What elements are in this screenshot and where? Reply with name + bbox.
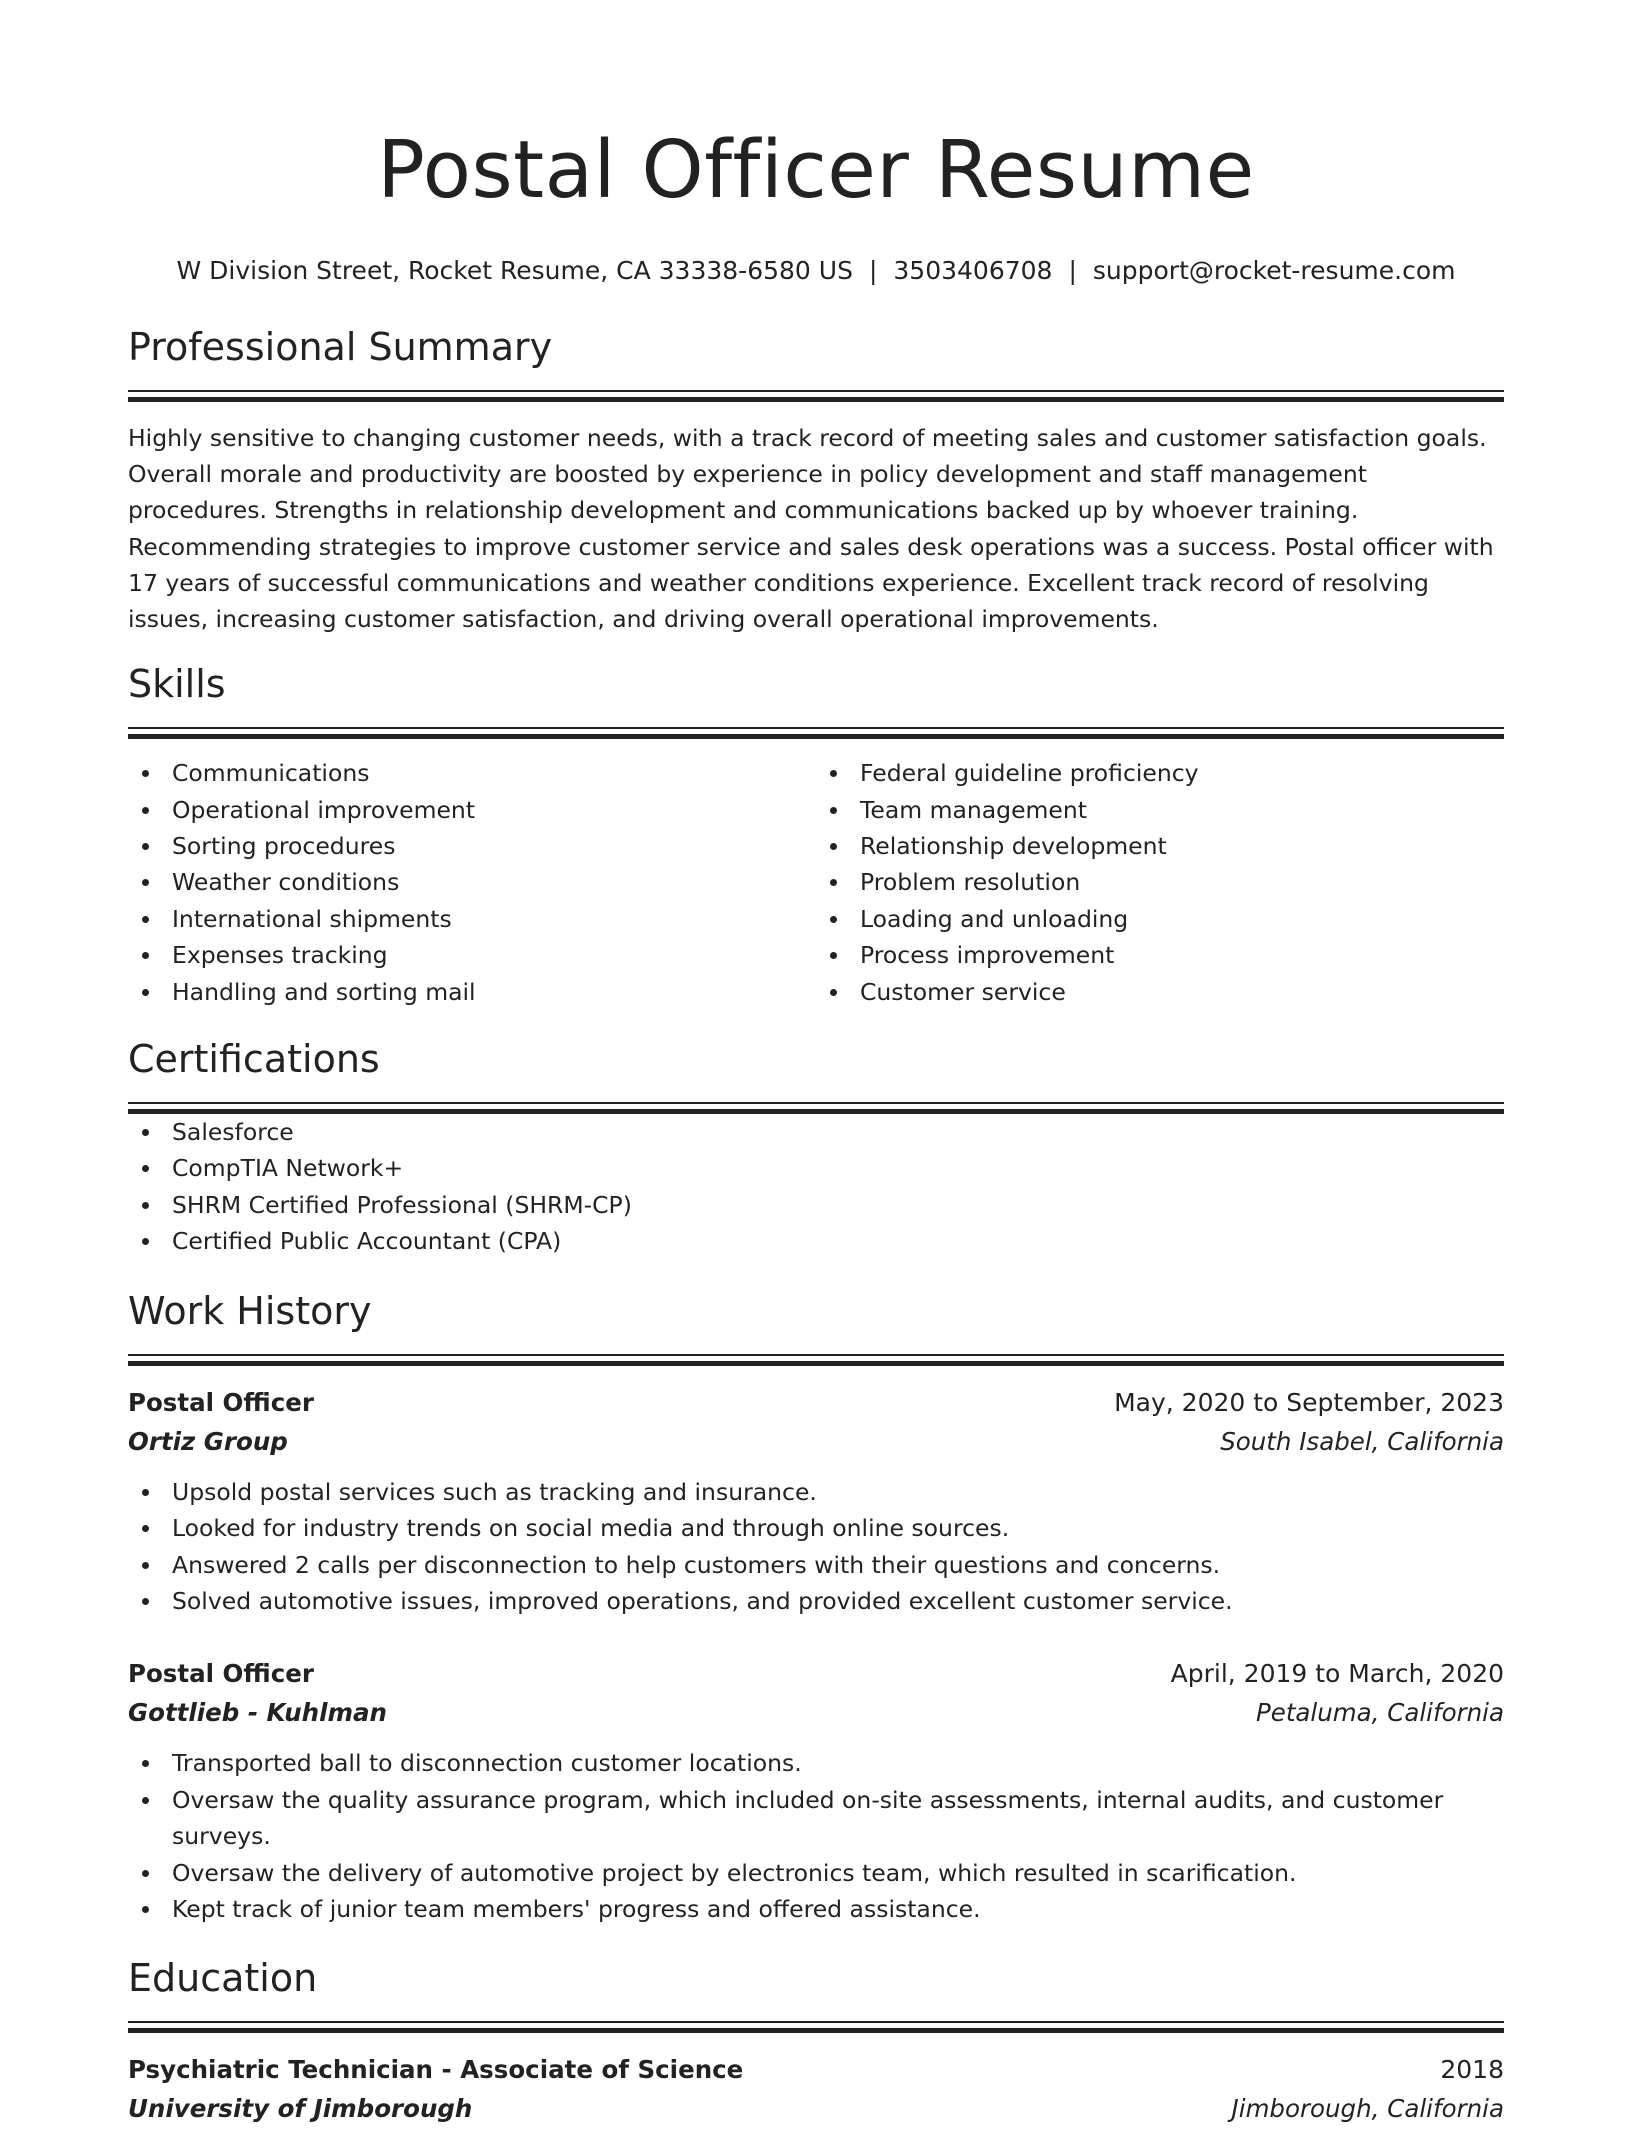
skill-item: Team management [816, 792, 1504, 828]
job-bullet: Answered 2 calls per disconnection to help customers with their questions and concerns. [128, 1547, 1504, 1583]
skill-item: Communications [128, 755, 816, 791]
job-bullet: Solved automotive issues, improved operations, and provided excellent customer service. [128, 1583, 1504, 1619]
job-company-row [128, 1693, 1504, 1733]
job-title: Postal Officer [128, 1659, 314, 1689]
job-dates: May, 2020 to September, 2023 [1114, 1387, 1504, 1417]
skills-section [128, 659, 1504, 1010]
summary-heading: Professional Summary [128, 325, 553, 369]
certifications-heading: Certifications [128, 1037, 380, 1082]
education-school-row [128, 2089, 1504, 2129]
certifications-section [128, 1034, 1504, 1260]
job-dates: April, 2019 to March, 2020 [1170, 1659, 1504, 1689]
job-company: Gottlieb - Kuhlman [128, 1698, 387, 1728]
section-divider [128, 390, 1504, 402]
skill-item: Relationship development [816, 828, 1504, 864]
certification-item: CompTIA Network+ [128, 1150, 1504, 1186]
skill-item: Weather conditions [128, 864, 816, 900]
contact-email: support@rocket-resume.com [1092, 256, 1456, 285]
skill-item: Operational improvement [128, 792, 816, 828]
job-company-row [128, 1422, 1504, 1462]
skills-list-left [128, 755, 816, 1010]
job-company: Ortiz Group [128, 1426, 288, 1456]
education-heading: Education [128, 1956, 318, 2001]
section-divider [128, 1354, 1504, 1366]
certification-item: SHRM Certified Professional (SHRM-CP) [128, 1187, 1504, 1223]
job-bullet: Upsold postal services such as tracking and insurance. [128, 1474, 1504, 1510]
section-divider [128, 727, 1504, 739]
job-bullet: Kept track of junior team members' progress and offered assistance. [128, 1891, 1504, 1927]
certifications-list [128, 1114, 1504, 1260]
contact-phone: 3503406708 [893, 256, 1053, 285]
contact-separator: | [868, 256, 878, 285]
page-title: Postal Officer Resume [377, 124, 1255, 216]
education-entry [128, 2051, 1504, 2129]
certification-item: Salesforce [128, 1114, 1504, 1150]
job-bullets [128, 1745, 1504, 1927]
job-location: South Isabel, California [1220, 1426, 1504, 1456]
job-entry [128, 1655, 1504, 1927]
skill-item: Process improvement [816, 937, 1504, 973]
job-bullet: Oversaw the quality assurance program, which included on-site assessments, internal audits, and customer surveys. [128, 1782, 1504, 1855]
skills-grid [128, 755, 1504, 1010]
education-year: 2018 [1440, 2055, 1504, 2085]
education-header-row [128, 2051, 1504, 2089]
contact-separator: | [1068, 256, 1077, 285]
job-entry [128, 1384, 1504, 1620]
job-location: Petaluma, California [1255, 1698, 1504, 1728]
skill-item: Handling and sorting mail [128, 974, 816, 1010]
skill-item: Federal guideline proficiency [816, 755, 1504, 791]
education-section [128, 1953, 1504, 2129]
certification-item: Certified Public Accountant (CPA) [128, 1223, 1504, 1259]
job-bullets [128, 1474, 1504, 1620]
skill-item: Problem resolution [816, 864, 1504, 900]
skills-heading: Skills [128, 662, 226, 707]
skill-item: International shipments [128, 901, 816, 937]
work-history-heading: Work History [128, 1288, 372, 1333]
job-header-row [128, 1384, 1504, 1422]
job-bullet: Transported ball to disconnection customer locations. [128, 1745, 1504, 1781]
job-bullet: Looked for industry trends on social media and through online sources. [128, 1510, 1504, 1546]
job-bullet: Oversaw the delivery of automotive project by electronics team, which resulted in scarification. [128, 1855, 1504, 1891]
summary-section [128, 322, 1504, 637]
education-location: Jimborough, California [1231, 2094, 1504, 2124]
contact-line [128, 254, 1504, 288]
summary-text: Highly sensitive to changing customer needs, with a track record of meeting sales and customer satisfaction goals. Overall morale and productivity are boosted by experience in policy development and staff management procedures. Strengths in relationship development and communications backed up by whoever training. Recommending strategies to improve customer service and sales desk operations was a success. Postal officer with 17 years of successful communications and weather conditions experience. Excellent track record of resolving issues, increasing customer satisfaction, and driving overall operational improvements. [128, 424, 1494, 634]
job-title: Postal Officer [128, 1387, 314, 1417]
skills-list-right [816, 755, 1504, 1010]
education-degree: Psychiatric Technician - Associate of Science [128, 2055, 744, 2085]
section-divider [128, 2021, 1504, 2033]
section-divider [128, 1102, 1504, 1114]
job-header-row [128, 1655, 1504, 1693]
education-school: University of Jimborough [128, 2094, 473, 2124]
work-history-section [128, 1286, 1504, 1928]
skill-item: Loading and unloading [816, 901, 1504, 937]
skill-item: Expenses tracking [128, 937, 816, 973]
skill-item: Sorting procedures [128, 828, 816, 864]
contact-address: W Division Street, Rocket Resume, CA 33338-6580 US [176, 256, 853, 285]
skill-item: Customer service [816, 974, 1504, 1010]
